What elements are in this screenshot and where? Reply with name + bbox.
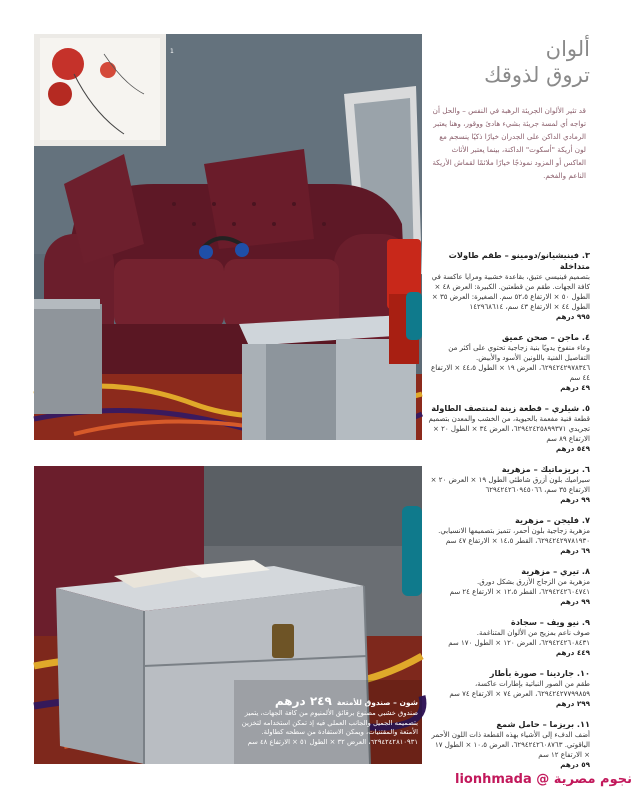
product-title: ٤. ماجن – صحن عميق	[501, 332, 590, 342]
product-item	[428, 515, 590, 556]
product-description: صوف ناعم بمزيج من الألوان المتناغمة. ٦٢٩٤٢٤٢٦٠٨٤٣١، العرض ١٢٠ × الطول ١٧٠ سم	[448, 629, 590, 647]
trunk-caption	[240, 690, 418, 747]
product-item	[428, 668, 590, 709]
product-price: ٥٩ درهم	[560, 760, 590, 769]
caption-body: صندوق خشبي مصنوع برقائق الألمنيوم من كافة الجهات، يتميز بتصميمه الجميل والجانب العملي فيه إذ تمكن استخدامه لتخزين الأمتعة والمقتنيات، ويمكن الاستفادة من سطحه كطاولة. ٦٢٩٤٢٤٢٨١٠٩٣١، العرض ٣٢ × الطول ٥١ × الارتفاع ٤٨ سم	[241, 709, 418, 746]
headline-line2: تروق لذوقك	[484, 63, 590, 87]
caption-title: شون – صندوق للأمتعة	[336, 698, 418, 707]
product-description: مزهرية زجاجية بلون أحمر، تتميز بتصميمها الانسيابي. ٦٢٩٤٢٤٢٩٧٨١٩٣٠، القطر ١٤،٥ × الارتفاع ٤٧ سم	[438, 527, 590, 545]
product-title: ٥. شيلري – قطعة زينة لمنتصف الطاولة	[431, 403, 590, 413]
product-price: ٥٤٩ درهم	[555, 444, 590, 453]
living-room-photo	[34, 34, 422, 440]
product-title: ٦. بريزماتيك – مزهرية	[501, 464, 590, 474]
caption-price: ٢٤٩ درهم	[274, 694, 332, 708]
framed-flower-art	[34, 34, 166, 146]
product-price: ٩٩ درهم	[560, 597, 590, 606]
product-title: ١٠. جاردينا – صورة بأطار	[489, 668, 590, 678]
blue-vase	[406, 292, 422, 340]
product-title: ٩. نيو ويف – سجادة	[510, 617, 590, 627]
product-description: مزهرية من الزجاج الأزرق بشكل دورق. ٦٢٩٤٢٤٢٦٠٤٧٤١، القطر ١٢،٥ × الارتفاع ٢٤ سم	[449, 578, 590, 596]
product-item	[428, 332, 590, 393]
watermark-text: نجوم مصرية @ lionhmada	[455, 772, 632, 787]
product-price: ٦٩ درهم	[560, 546, 590, 555]
headline-line1: ألوان	[545, 37, 590, 61]
product-description: بتصميم فينيسي عتيق، بقاعدة خشبية ومرايا عاكسة في كافة الجهات. طقم من قطعتين. الكبيرة: العرض ٤٨ × الطول ٥٠ × الارتفاع ٥٢،٥ سم. الصغيرة: العرض ٣٥ × الطول ٤٤ × الارتفاع ٤٣ سم، ١٤٢٩٦٨٦١٤	[431, 273, 590, 311]
product-description: أضف الدفء إلى الأشياء بهذه القطعة ذات اللون الأحمر الياقوتي. ٦٢٩٤٢٤٢٦٠٨٧٦٣، العرض ١٠،٥ × الطول ١٧ × الارتفاع ١٢ سم	[431, 731, 590, 759]
living-room-illustration	[34, 34, 422, 440]
product-item	[428, 250, 590, 322]
product-title: ١١. بريزما – حامل شمع	[496, 719, 590, 729]
product-price: ٩٩٥ درهم	[555, 312, 590, 321]
product-item	[428, 566, 590, 607]
product-description: قطعة فنية مفعمة بالحيوية، من الخشب والمعدن بتصميم تجريدي ٦٢٩٤٢٤٢٥٨٩٩٣٧١، العرض ٣٤ × الطول ٢٠ × الارتفاع ٨٩ سم	[428, 415, 590, 443]
product-title: ٧. فليجن – مزهرية	[514, 515, 590, 525]
product-description: سيراميك بلون أزرق شاطئي الطول ١٩ × العرض ٢٠ × الارتفاع ٣٥ سم، ٦٢٩٤٢٤٢٦٠٩٤٥٠٦٦	[430, 476, 590, 494]
silver-chest-small	[34, 299, 102, 414]
product-item	[428, 464, 590, 505]
product-list	[428, 250, 590, 780]
product-price: ٢٩٩ درهم	[555, 699, 590, 708]
product-description: وعاء منفوخ يدويًا بنية زجاجية تحتوي على أكثر من التفاصيل الفنية باللونين الأسود والأبيض. ٦٢٩٤٢٤٢٩٧٨٣٤٦، العرض ١٩ × الطول ٤٤،٥ × الارتفاع ٤٤ سم	[431, 344, 590, 382]
page-number: 1	[170, 48, 174, 55]
right-text-column	[428, 34, 590, 769]
product-title: ٨. تيري – مزهرية	[521, 566, 590, 576]
product-description: طقم من الصور النباتية بإطارات عاكسة، ٦٢٩٤٢٤٢٧٧٩٩٨٥٩، العرض ٧٤ × الارتفاع ٧٤ سم	[449, 680, 590, 698]
product-price: ٩٩ درهم	[560, 495, 590, 504]
product-item	[428, 617, 590, 658]
product-item	[428, 719, 590, 770]
product-title: ٣. فينيشيانو/دومينو – طقم طاولات متداخلة	[448, 250, 590, 271]
product-item	[428, 403, 590, 454]
product-price: ٤٩ درهم	[560, 383, 590, 392]
product-price: ٤٤٩ درهم	[555, 648, 590, 657]
intro-paragraph: قد تثير الألوان الجريئة الرهبة في النفس – والحل أن تواجه أي لمسة جريئة بشيء هادئ ووقور، وهنا يعتبر الرمادي الداكن على الجدران خيارًا ذكيًا ينسجم مع لون أريكة "أسكوت" الداكنة، بينما يعتبر الأثاث العاكس أو المزود نموذجًا خيارًا ملائمًا لقماش الأريكة الناعم والفخم.	[432, 106, 586, 180]
